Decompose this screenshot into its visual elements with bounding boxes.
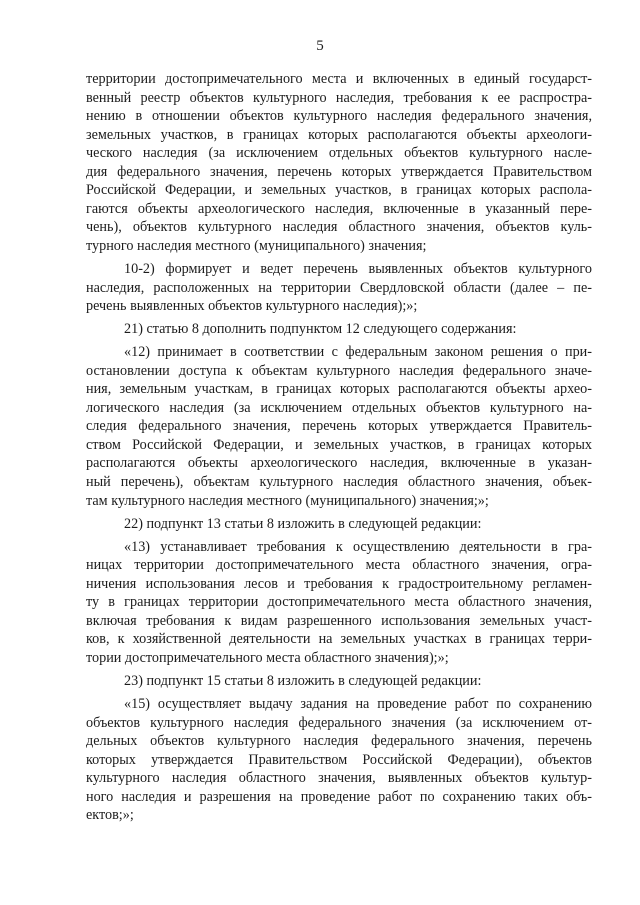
paragraph: [86, 343, 592, 510]
text-line: гаются объекты археологического наследия, включенные в указанный пере-: [86, 200, 592, 217]
text-line: Российской Федерации, и земельных участков, в границах которых распола-: [86, 182, 592, 199]
text-line: дия федерального значения, перечень которых утверждается Правительством: [86, 163, 592, 180]
paragraph: [86, 672, 592, 691]
text-line: ницах территории достопримечательного места областного значения, огра-: [86, 557, 592, 574]
paragraph: [86, 260, 592, 316]
text-line: турного наследия местного (муниципального) значения;: [86, 237, 427, 254]
paragraph: [86, 70, 592, 255]
document-body: [86, 70, 592, 825]
text-line: ством Российской Федерации, и земельных участков, в границах которых: [86, 436, 592, 453]
text-line: «15) осуществляет выдачу задания на проведение работ по сохранению: [124, 696, 592, 712]
text-line: ния, земельным участкам, в границах которых располагаются объекты архео-: [86, 381, 592, 398]
text-line: которых утверждается Правительством Российской Федерации), объектов: [86, 751, 592, 768]
text-line: ный перечень), объектам культурного наследия областного значения, объек-: [86, 473, 592, 490]
text-line: нению в отношении объектов культурного наследия федерального значения,: [86, 108, 592, 125]
text-line: земельных участков, в границах которых располагаются объекты археологи-: [86, 126, 592, 143]
text-line: наследия, расположенных на территории Свердловской области (далее – пе-: [86, 279, 592, 296]
page-number: 5: [316, 38, 324, 54]
paragraph: [86, 320, 592, 339]
text-line: ного наследия и разрешения на проведение работ по сохранению таких объ-: [86, 788, 592, 805]
text-line: речень выявленных объектов культурного наследия);»;: [86, 298, 418, 315]
text-line: 23) подпункт 15 статьи 8 изложить в следующей редакции:: [124, 672, 482, 689]
text-line: логического наследия (за исключением отдельных объектов культурного на-: [86, 399, 592, 416]
text-line: «13) устанавливает требования к осуществлению деятельности в гра-: [124, 538, 592, 555]
text-line: 22) подпункт 13 статьи 8 изложить в следующей редакции:: [124, 515, 482, 532]
text-line: располагаются объекты археологического наследия, включенные в указан-: [86, 455, 592, 472]
text-line: ту в границах территории достопримечательного места областного значения,: [86, 594, 592, 611]
text-line: остановлении доступа к объектам культурного наследия федерального значе-: [86, 362, 592, 379]
text-line: «12) принимает в соответствии с федеральным законом решения о при-: [124, 344, 592, 361]
text-line: ничения использования лесов и требования к градостроительному регламен-: [86, 575, 592, 592]
text-line: чень), объектов культурного наследия областного значения, объектов куль-: [86, 219, 592, 236]
text-line: культурного наследия областного значения, выявленных объектов культур-: [86, 770, 592, 787]
text-line: 21) статью 8 дополнить подпунктом 12 следующего содержания:: [124, 321, 517, 338]
text-line: территории достопримечательного места и включенных в единый государст-: [86, 71, 592, 87]
text-line: ектов;»;: [86, 807, 134, 824]
text-line: 10-2) формирует и ведет перечень выявленных объектов культурного: [124, 260, 592, 277]
text-line: включая требования к видам разрешенного использования земельных участ-: [86, 612, 592, 629]
text-line: объектов культурного наследия федерального значения (за исключением от-: [86, 714, 592, 731]
paragraph: [86, 515, 592, 534]
paragraph: [86, 538, 592, 668]
paragraph: [86, 695, 592, 825]
text-line: дельных объектов культурного наследия федерального значения, перечень: [86, 733, 592, 750]
text-line: венный реестр объектов культурного наследия, требования к ее распростра-: [86, 89, 592, 106]
text-line: ческого наследия (за исключением отдельных объектов культурного насле-: [86, 145, 592, 162]
text-line: ков, к хозяйственной деятельности на земельных участках в границах терри-: [86, 631, 592, 648]
text-line: следия федерального значения, перечень которых утверждается Правитель-: [86, 418, 592, 435]
text-line: там культурного наследия местного (муниципального) значения;»;: [86, 492, 489, 509]
text-line: тории достопримечательного места областного значения);»;: [86, 649, 449, 666]
